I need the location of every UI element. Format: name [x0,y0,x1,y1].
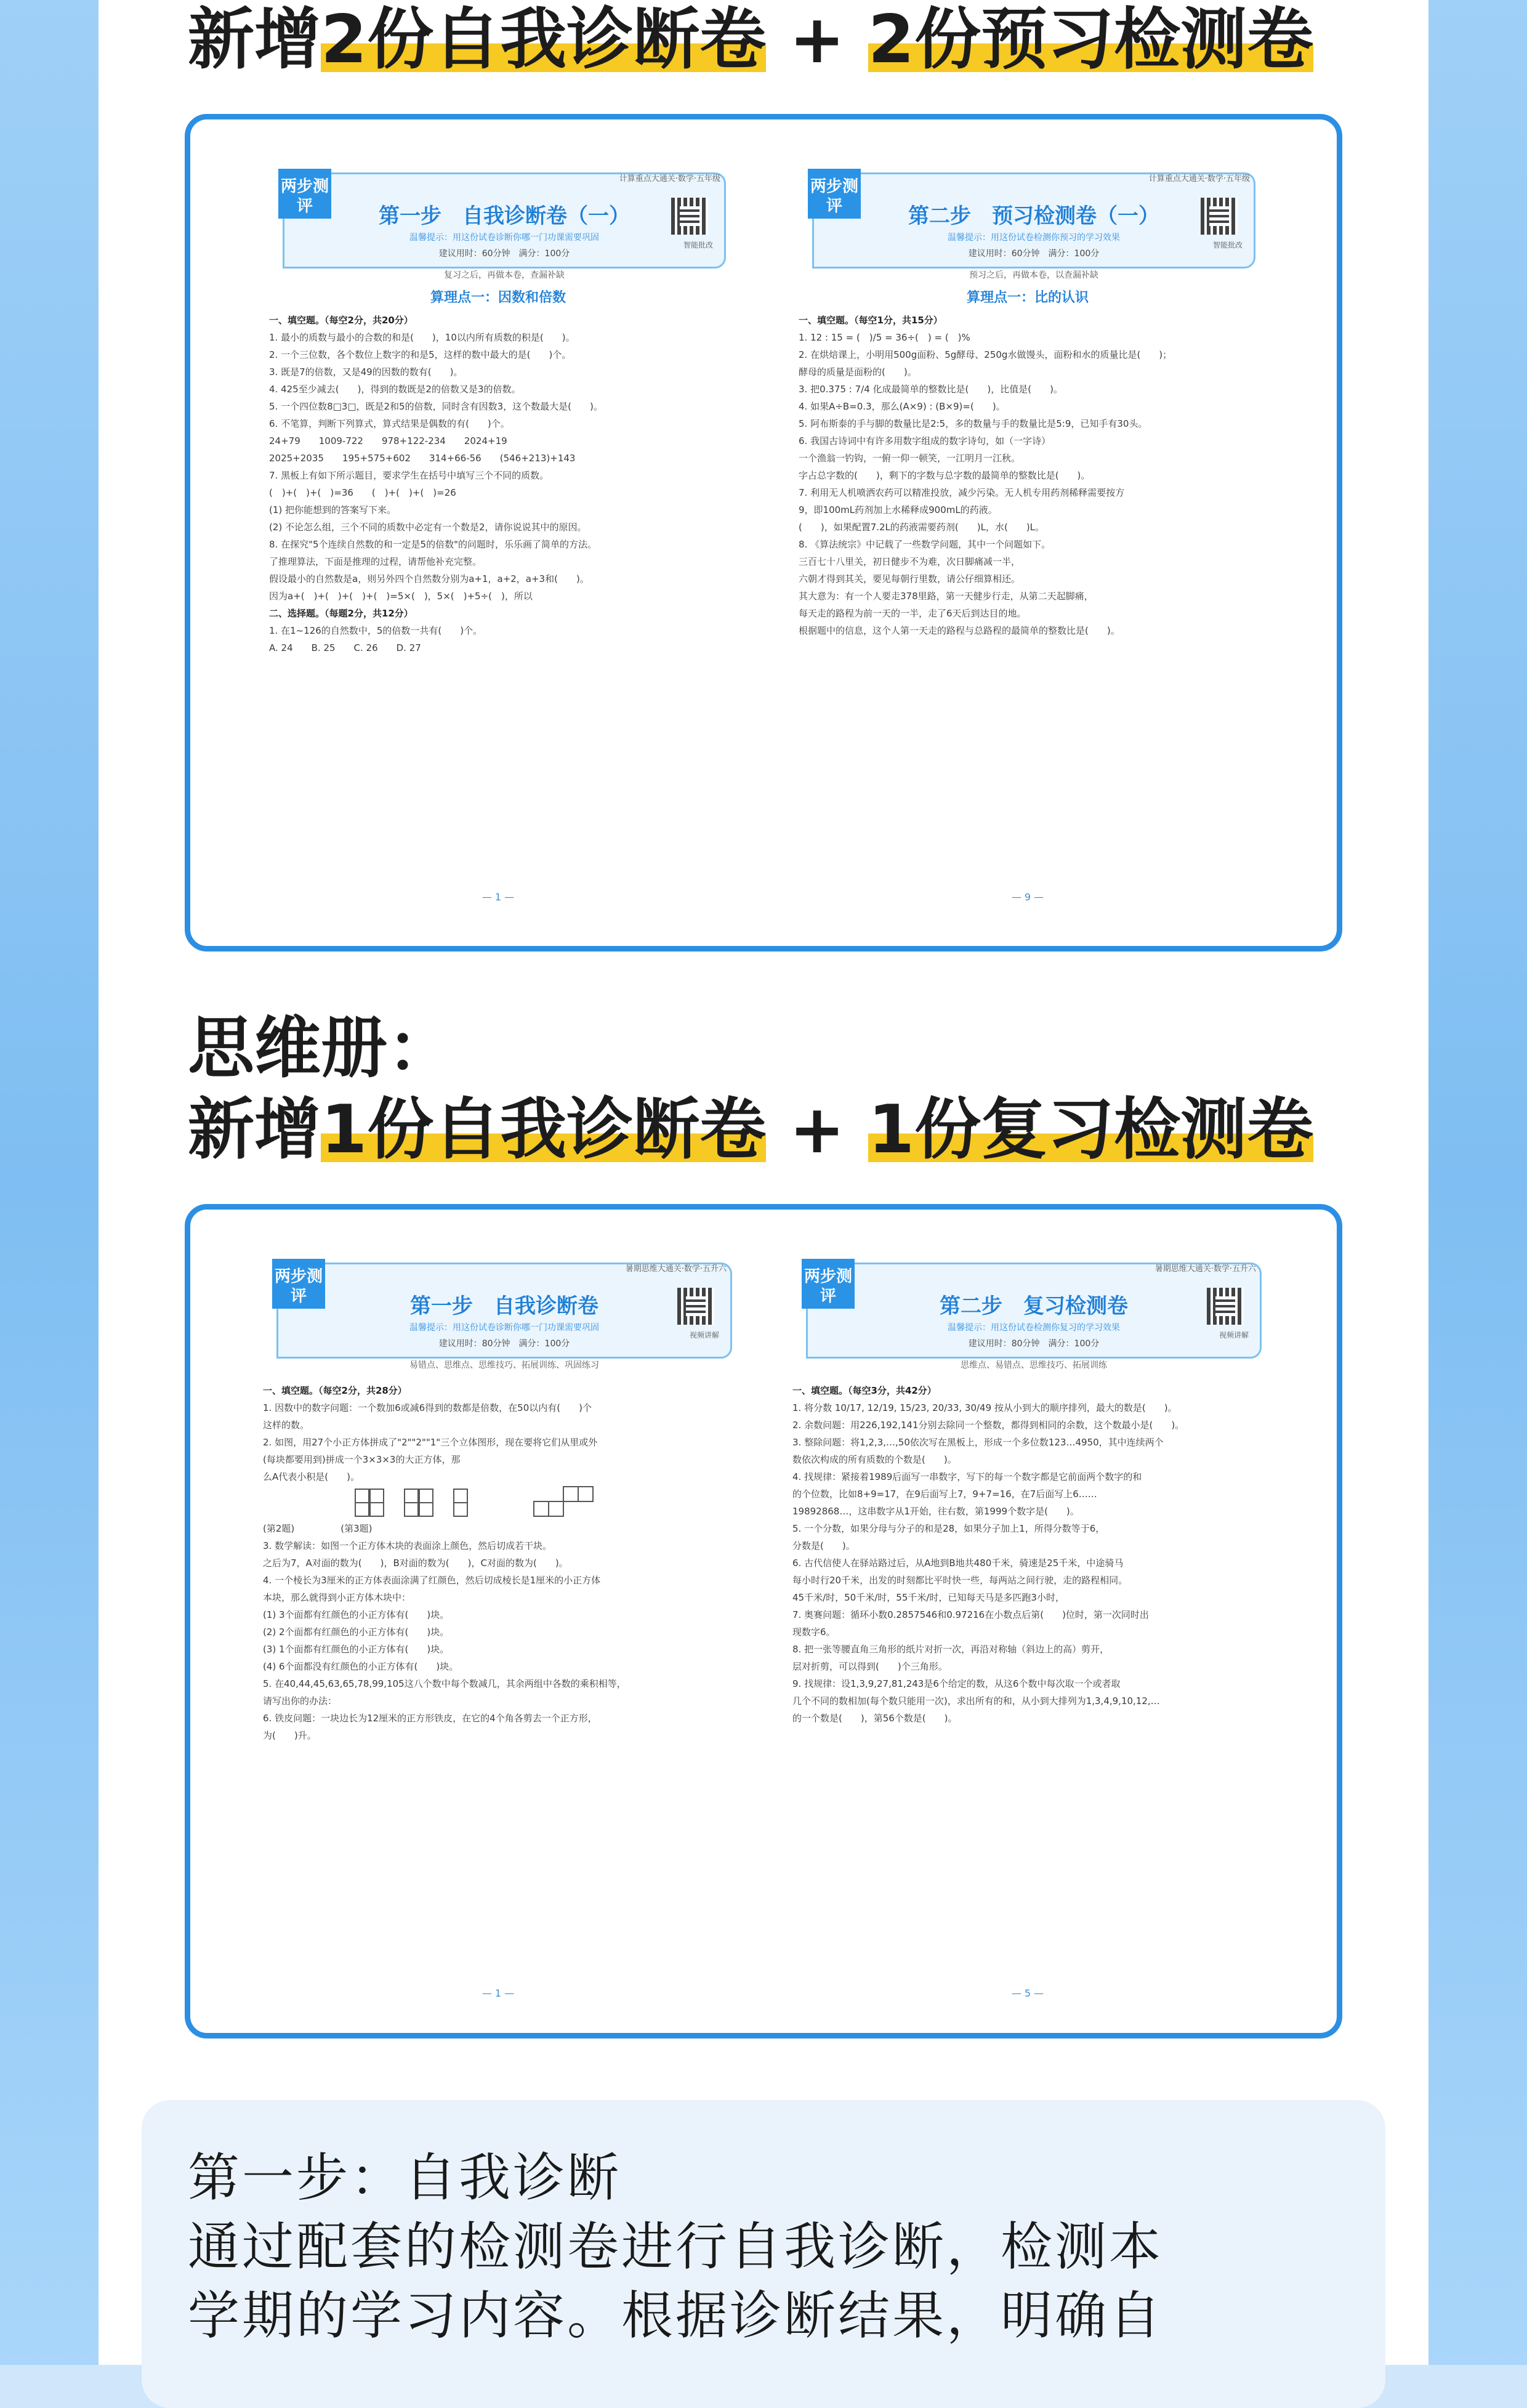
question-line: 8. 在探究"5个连续自然数的和一定是5的倍数"的问题时，乐乐画了简单的方法。 [269,539,597,550]
question-line: 5. 一个四位数8□3□，既是2和5的倍数，同时含有因数3，这个数最大是( )。 [269,401,603,412]
paper-review-check-thinking [781,1259,1274,2004]
paper-series-tag: 计算重点大通关·数学·五年级 [1148,174,1250,184]
paper-title: 第二步 预习检测卷（一） [908,204,1159,228]
question-line: 7. 奥赛问题：循环小数0.2857546和0.97216在小数点后第( )位时，第一次同时出 [792,1609,1149,1620]
question-line: 24+79 1009-722 978+122-234 2024+19 [269,435,507,446]
question-line: 请写出你的办法： [263,1695,337,1707]
question-line: 4. 一个棱长为3厘米的正方体表面涂满了红颜色，然后切成棱长是1厘米的小正方体 [263,1575,601,1586]
page-number: — 9 — [1011,891,1044,903]
question-line: 6. 古代信使人在驿站路过后，从A地到B地共480千米，骑速是25千米，中途骑马 [792,1558,1124,1569]
sample-pages-frame-2 [185,1204,1342,2038]
question-line: 5. 在40,44,45,63,65,78,99,105这八个数中每个数减几，其余两组中各数的乘积相等， [263,1678,626,1689]
paper-series-tag: 暑期思维大通关·数学·五升六 [625,1264,727,1274]
paper-meta: 建议用时：80分钟 满分：100分 [968,1339,1100,1349]
question-line: 1. 将分数 10/17, 12/19, 15/23, 20/33, 30/49 按从小到大的顺序排列，最大的数是( )。 [792,1402,1177,1413]
paper-preview-check-1 [788,169,1268,908]
question-line: 3. 把0.375 : 7/4 化成最简单的整数比是( )，比值是( )。 [799,384,1063,395]
question-line: 4. 425至少减去( )，得到的数既是2的倍数又是3的倍数。 [269,384,521,395]
headline-highlight-2: 1份复习检测卷 [868,1091,1314,1168]
step-description-card [142,2100,1385,2408]
question-line: 9，即100mL药剂加上水稀释成900mL的药液。 [799,504,997,515]
question-line: 4. 找规律：紧接着1989后面写一串数字，写下的每一个数字都是它前面两个数字的和 [792,1471,1142,1482]
question-line: 19892868…，这串数字从1开始，往右数，第1999个数字是( )。 [792,1506,1079,1517]
page-number: — 5 — [1011,1987,1044,1999]
question-line: (第2题) (第3题) [263,1523,373,1534]
paper-header [806,1263,1262,1359]
paper-note: 易错点、思维点、思维技巧、拓展训练、巩固练习 [409,1360,599,1370]
cube-figure [263,1485,735,1520]
headline-prefix: 新增 [188,1091,321,1168]
question-line: 一、填空题。（每空3分，共42分） [792,1385,937,1396]
sample-pages-frame-1 [185,114,1342,951]
question-line: 了推理算法，下面是推理的过程，请帮他补充完整。 [269,556,482,567]
question-line: A. 24 B. 25 C. 26 D. 27 [269,642,421,653]
question-line: 6. 不笔算，判断下列算式，算式结果是偶数的有( )个。 [269,418,510,429]
two-step-badge: 两步测评 [808,169,861,219]
page-number: — 1 — [481,1987,515,1999]
question-line: 8. 把一张等腰直角三角形的纸片对折一次，再沿对称轴（斜边上的高）剪开， [792,1644,1110,1655]
question-line: 每小时行20千米，出发的时刻都比平时快一些，每两站之间行驶，走的路程相同。 [792,1575,1128,1586]
question-line: 为( )升。 [263,1730,316,1741]
headline-highlight-1: 2份自我诊断卷 [321,1,767,78]
question-line: 一、填空题。（每空1分，共15分） [799,315,943,326]
paper-header [276,1263,732,1359]
question-line: 2. 在烘焙课上，小明用500g面粉、5g酵母、250g水做馒头，面粉和水的质量比是( )； [799,349,1172,360]
paper-subtitle: 温馨提示：用这份试卷检测你预习的学习效果 [948,233,1120,243]
question-line: 的一个数是( )，第56个数是( )。 [792,1713,957,1724]
question-line: 2. 如图，用27个小正方体拼成了"2""2""1"三个立体图形，现在要将它们从里或外 [263,1437,598,1448]
question-line: 一、填空题。（每空2分，共20分） [269,315,413,326]
question-line: (2) 2个面都有红颜色的小正方体有( )块。 [263,1626,449,1638]
paper-meta: 建议用时：60分钟 满分：100分 [968,249,1100,259]
paper-subtitle: 温馨提示：用这份试卷诊断你哪一门功课需要巩固 [409,233,599,243]
question-line: 7. 黑板上有如下所示题目，要求学生在括号中填写三个不同的质数。 [269,470,549,481]
step-description [188,2143,1361,2350]
question-line: 其大意为：有一个人要走378里路，第一天健步行走，从第二天起脚痛， [799,591,1094,602]
paper-title: 第二步 复习检测卷 [940,1294,1128,1319]
question-line: 这样的数。 [263,1420,310,1431]
section2-label: 思维册： [188,1010,454,1087]
question-line: 几个不同的数相加(每个数只能用一次)，求出所有的和，从小到大排列为1,3,4,9,10,12,… [792,1695,1160,1707]
headline-prefix: 新增 [188,1,321,78]
question-line: 3. 既是7的倍数，又是49的因数的数有( )。 [269,366,463,378]
question-line: 三百七十八里关，初日健步不为难，次日脚痛减一半， [799,556,1021,567]
question-line: 45千米/时，50千米/时，55千米/时，已知每天马是多匹跑3小时， [792,1592,1065,1603]
question-line: (3) 1个面都有红颜色的小正方体有( )块。 [263,1644,449,1655]
question-line: (每块都要用到)拼成一个3×3×3的大正方体，那 [263,1454,461,1465]
question-line: 1. 因数中的数字问题：一个数加6或减6得到的数都是倍数，在50以内有( )个 [263,1402,592,1413]
question-line: 5. 阿布斯泰的手与脚的数量比是2:5，多的数量与手的数量比是5:9，已知手有30头。 [799,418,1148,429]
paper-self-diagnosis-1 [258,169,738,908]
qr-code-icon [677,1288,714,1325]
question-line: 数依次构成的所有质数的个数是( )。 [792,1454,957,1465]
question-line: 5. 一个分数，如果分母与分子的和是28，如果分子加上1，所得分数等于6， [792,1523,1105,1534]
paper-header [280,172,726,269]
headline-highlight-2: 2份预习检测卷 [868,1,1314,78]
question-line: 每天走的路程为前一天的一半，走了6天后到达目的地。 [799,608,1026,619]
question-lines [269,312,728,657]
cube-figures-icon [263,1485,632,1520]
paper-series-tag: 暑期思维大通关·数学·五升六 [1154,1264,1256,1274]
question-line: (4) 6个面都没有红颜色的小正方体有( )块。 [263,1661,459,1672]
question-line: 7. 利用无人机喷洒农药可以精准投放，减少污染。无人机专用药剂稀释需要按方 [799,487,1125,498]
question-line: ( )，如果配置7.2L的药液需要药剂( )L，水( )L。 [799,522,1045,533]
headline-plus: + [789,1,845,78]
question-lines [263,1382,735,1744]
question-line: 一个渔翁一钓钩，一俯一仰一顿笑，一江明月一江秋。 [799,453,1021,464]
paper-note: 预习之后，再做本卷，以查漏补缺 [969,270,1098,280]
question-line: 一、填空题。（每空2分，共28分） [263,1385,407,1396]
paper-section-title: 算理点一：比的认识 [966,290,1089,305]
question-line: 2. 一个三位数，各个数位上数字的和是5，这样的数中最大的是( )个。 [269,349,571,360]
question-line: 1. 最小的质数与最小的合数的和是( )，10以内所有质数的积是( )。 [269,332,575,343]
qr-caption: 智能批改 [683,241,713,249]
question-line: (1) 把你能想到的答案写下来。 [269,504,397,515]
headline-highlight-1: 1份自我诊断卷 [321,1091,767,1168]
section2-headline [188,1090,1313,1170]
qr-code-icon [1201,198,1238,235]
question-line: 2. 余数问题：用226,192,141分别去除同一个整数，都得到相同的余数，这个数最小是( )。 [792,1420,1185,1431]
question-line: (1) 3个面都有红颜色的小正方体有( )块。 [263,1609,449,1620]
qr-code-icon [671,198,708,235]
paper-title: 第一步 自我诊断卷 [410,1294,598,1319]
paper-subtitle: 温馨提示：用这份试卷诊断你哪一门功课需要巩固 [409,1323,599,1333]
paper-subtitle: 温馨提示：用这份试卷检测你复习的学习效果 [948,1323,1120,1333]
left-background-strip [0,0,99,2365]
question-line: 酵母的质量是面粉的( )。 [799,366,917,378]
paper-meta: 建议用时：80分钟 满分：100分 [438,1339,570,1349]
paper-self-diagnosis-thinking [252,1259,744,2004]
question-line: 现数字6。 [792,1626,836,1638]
question-line: 层对折剪，可以得到( )个三角形。 [792,1661,948,1672]
qr-caption: 视频讲解 [1219,1331,1249,1339]
question-line: (2) 不论怎么组，三个不同的质数中必定有一个数是2，请你说说其中的原因。 [269,522,587,533]
two-step-badge: 两步测评 [802,1259,855,1309]
question-line: 9. 找规律：设1,3,9,27,81,243是6个给定的数，从这6个数中每次取一个或者取 [792,1678,1121,1689]
question-line: 因为a+( )+( )+( )+( )=5×( )，5×( )+5÷( )，所以 [269,591,533,602]
page-number: — 1 — [481,891,515,903]
question-line: 3. 数学解读：如图一个正方体木块的表面涂上颜色，然后切成若干块。 [263,1540,552,1551]
question-line: 6. 我国古诗词中有许多用数字组成的数字诗句，如（一字诗） [799,435,1051,446]
paper-header [812,172,1255,269]
question-line: 1. 12 : 15 = ( )/5 = 36÷( ) = ( )% [799,332,970,343]
section1-headline [188,0,1313,80]
question-line: 分数是( )。 [792,1540,855,1551]
question-line: 二、选择题。（每题2分，共12分） [269,608,413,619]
headline-plus: + [789,1091,845,1168]
question-line: 4. 如果A÷B=0.3，那么(A×9) : (B×9)=( )。 [799,401,1005,412]
step-body-line: 通过配套的检测卷进行自我诊断，检测本 [188,2216,1164,2277]
question-line: ( )+( )+( )=36 ( )+( )+( )=26 [269,487,456,498]
step-body-line: 学期的学习内容。根据诊断结果，明确自 [188,2285,1164,2346]
qr-caption: 视频讲解 [689,1331,719,1339]
question-line: 么A代表小积是( )。 [263,1471,360,1482]
two-step-badge: 两步测评 [272,1259,325,1309]
question-line: 假设最小的自然数是a，则另外四个自然数分别为a+1，a+2，a+3和( )。 [269,573,589,584]
step-heading: 第一步：自我诊断 [188,2147,622,2208]
paper-note: 思维点、易错点、思维技巧、拓展训练 [961,1360,1107,1370]
question-line: 根据题中的信息，这个人第一天走的路程与总路程的最简单的整数比是( )。 [799,625,1120,636]
two-step-badge: 两步测评 [278,169,331,219]
paper-meta: 建议用时：60分钟 满分：100分 [438,249,570,259]
question-line: 字占总字数的( )，剩下的字数与总字数的最简单的整数比是( )。 [799,470,1090,481]
paper-series-tag: 计算重点大通关·数学·五年级 [619,174,720,184]
question-line: 之后为7，A对面的数为( )，B对面的数为( )，C对面的数为( )。 [263,1558,568,1569]
paper-section-title: 算理点一：因数和倍数 [430,290,566,305]
question-line: 8. 《算法统宗》中记载了一些数学问题，其中一个问题如下。 [799,539,1051,550]
question-line: 的个位数，比如8+9=17，在9后面写上7，9+7=16，在7后面写上6…… [792,1489,1097,1500]
question-line: 本块，那么就得到小正方体木块中： [263,1592,411,1603]
question-line: 3. 整除问题：将1,2,3,…,50依次写在黑板上，形成一个多位数123…4950，其中连续两个 [792,1437,1164,1448]
question-line: 2025+2035 195+575+602 314+66-56 (546+213)+143 [269,453,576,464]
question-lines [799,312,1258,639]
question-line: 1. 在1~126的自然数中，5的倍数一共有( )个。 [269,625,483,636]
paper-title: 第一步 自我诊断卷（一） [379,204,630,228]
promo-page [99,0,1428,2365]
question-line: 六朝才得到其关，要见每朝行里数，请公仔细算相还。 [799,573,1021,584]
paper-note: 复习之后，再做本卷，查漏补缺 [444,270,565,280]
qr-code-icon [1207,1288,1244,1325]
qr-caption: 智能批改 [1212,241,1243,249]
question-line: 6. 铁皮问题：一块边长为12厘米的正方形铁皮，在它的4个角各剪去一个正方形， [263,1713,597,1724]
question-lines [792,1382,1264,1727]
right-background-strip [1428,0,1527,2365]
